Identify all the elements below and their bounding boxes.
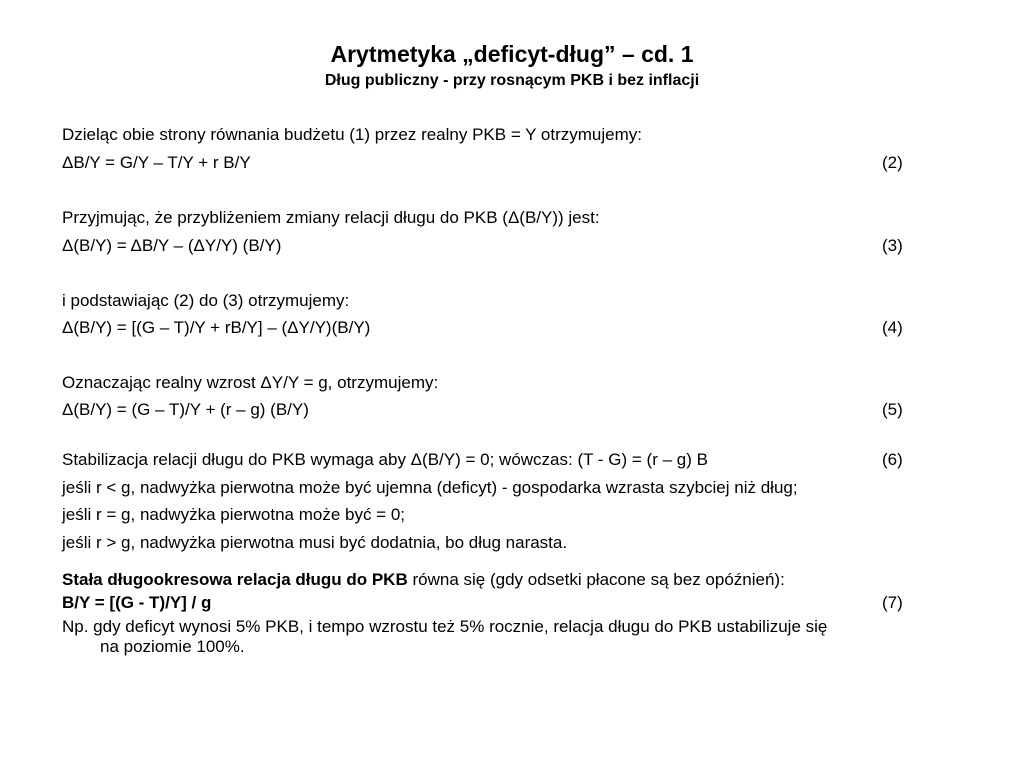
- example-line: Np. gdy deficyt wynosi 5% PKB, i tempo wzrostu też 5% rocznie, relacja długu do PKB ustabilizuje się: [62, 617, 828, 636]
- case-r-greater-g: jeśli r > g, nadwyżka pierwotna musi być dodatnia, bo dług narasta.: [62, 533, 568, 552]
- equation-number-3: (3): [882, 236, 903, 255]
- long-run-ratio-text: równa się (gdy odsetki płacone są bez opóźnień):: [407, 570, 785, 589]
- equation-2: ΔB/Y = G/Y – T/Y + r B/Y: [62, 153, 251, 172]
- text-line-4: i podstawiając (2) do (3) otrzymujemy:: [62, 291, 350, 310]
- equation-7: B/Y = [(G - T)/Y] / g: [62, 593, 212, 612]
- equation-number-7: (7): [882, 593, 903, 612]
- page-subtitle: Dług publiczny - przy rosnącym PKB i bez inflacji: [324, 72, 700, 89]
- text-line-1: Dzieląc obie strony równania budżetu (1) przez realny PKB = Y otrzymujemy:: [62, 125, 643, 144]
- page-title: Arytmetyka „deficyt-dług” – cd. 1: [330, 41, 694, 67]
- equation-4: Δ(B/Y) = [(G – T)/Y + rB/Y] – (ΔY/Y)(B/Y): [62, 318, 371, 337]
- equation-5: Δ(B/Y) = (G – T)/Y + (r – g) (B/Y): [62, 400, 309, 419]
- equation-number-2: (2): [882, 153, 903, 172]
- example-line-continuation: na poziomie 100%.: [100, 637, 245, 656]
- text-line-5: Oznaczając realny wzrost ΔY/Y = g, otrzymujemy:: [62, 373, 439, 392]
- equation-number-4: (4): [882, 318, 903, 337]
- equation-number-6: (6): [882, 450, 903, 469]
- case-r-less-g: jeśli r < g, nadwyżka pierwotna może być ujemna (deficyt) - gospodarka wzrasta szybciej niż dług;: [62, 478, 798, 497]
- case-r-equal-g: jeśli r = g, nadwyżka pierwotna może być = 0;: [62, 505, 405, 524]
- equation-3: Δ(B/Y) = ΔB/Y – (ΔY/Y) (B/Y): [62, 236, 282, 255]
- long-run-ratio-heading: Stała długookresowa relacja długu do PKB: [62, 570, 408, 589]
- equation-number-5: (5): [882, 400, 903, 419]
- text-line-3: Przyjmując, że przybliżeniem zmiany relacji długu do PKB (Δ(B/Y)) jest:: [62, 208, 600, 227]
- stabilization-condition: Stabilizacja relacji długu do PKB wymaga aby Δ(B/Y) = 0; wówczas: (T - G) = (r – g) B: [62, 450, 708, 469]
- long-run-ratio-line: [62, 569, 962, 591]
